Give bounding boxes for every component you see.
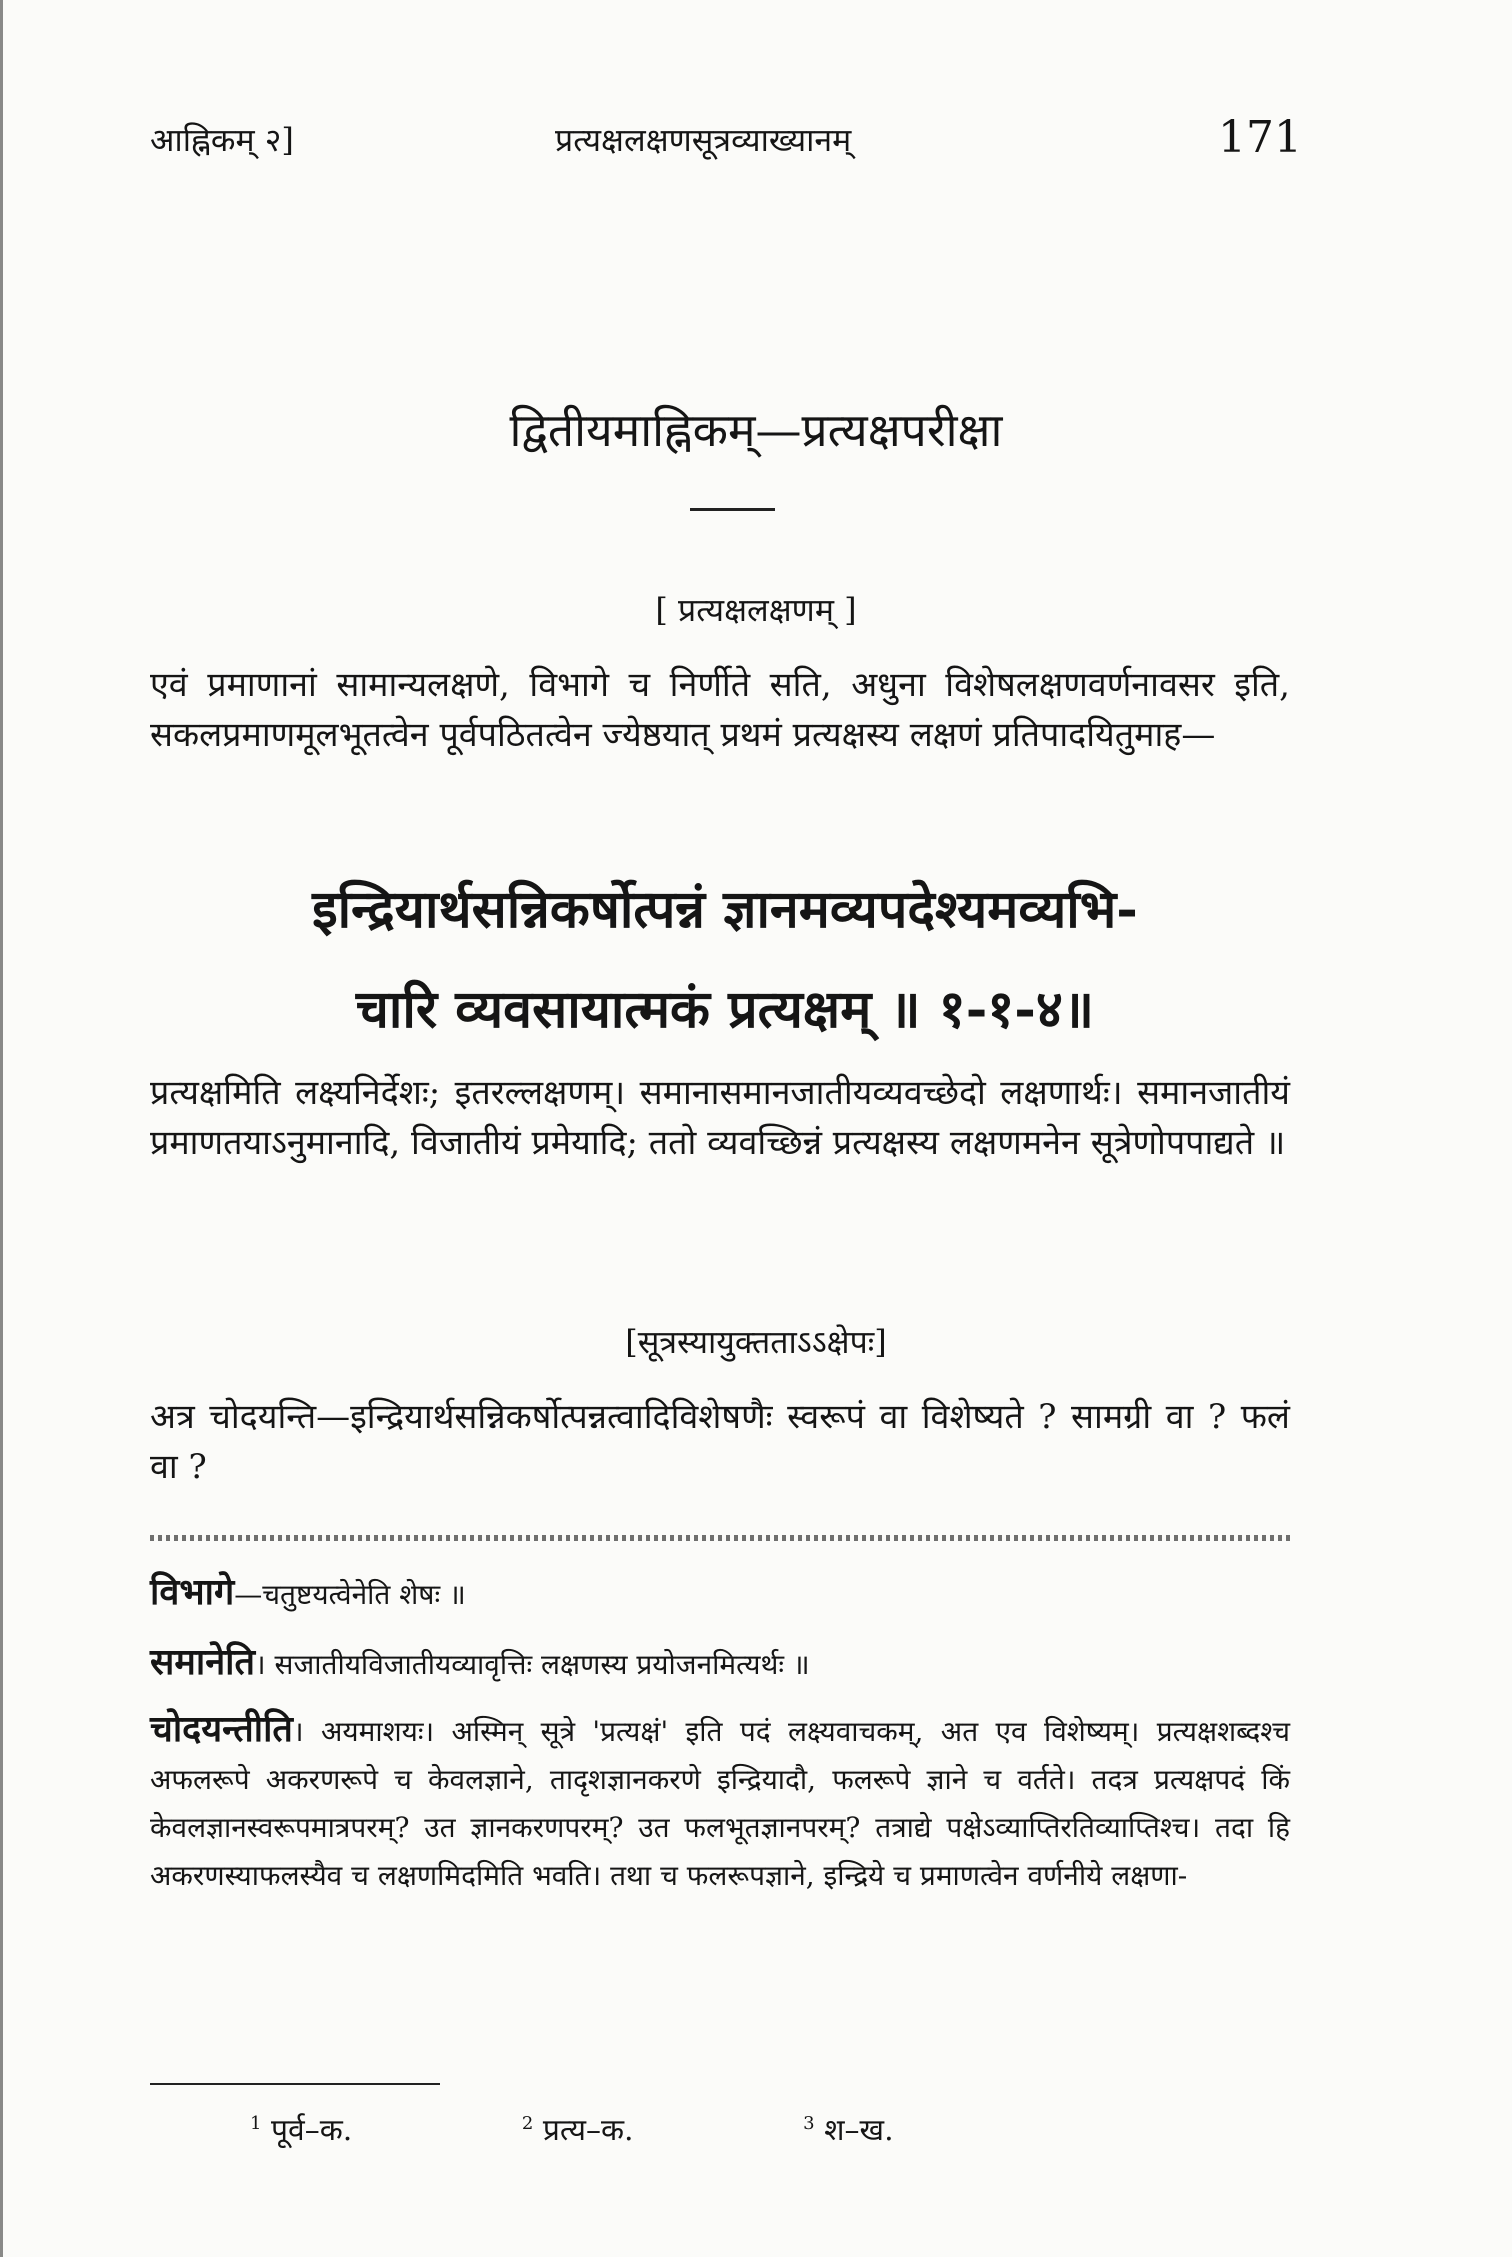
footnote-rule: [150, 2083, 440, 2085]
footnote-2-mark: 2: [521, 2113, 534, 2134]
sutra-line-2: चारि व्यवसायात्मकं प्रत्यक्षम् ॥ १-१-४॥: [355, 979, 1095, 1040]
footnote-1: [250, 2113, 432, 2148]
scan-edge: [0, 0, 3, 2257]
note-2-text: । सजातीयविजातीयव्यावृत्तिः लक्षणस्य प्रयोजनमित्यर्थः ॥: [255, 1648, 810, 1681]
footnote-2-text: प्रत्य–क.: [542, 2113, 634, 2148]
running-header-center: प्रत्यक्षलक्षणसूत्रव्याख्यानम्: [555, 121, 852, 159]
running-header-left: आह्निकम् २]: [150, 121, 294, 159]
intro-paragraph: एवं प्रमाणानां सामान्यलक्षणे, विभागे च निर्णीते सति, अधुना विशेषलक्षणवर्णनावसर इति, सकलप्रमाणमूलभूतत्वेन पूर्वपठितत्वेन ज्येष्ठयात् प्रथमं प्रत्यक्षस्य लक्षणं प्रतिपादयितुमाह—: [150, 665, 1290, 755]
footnote-1-mark: 1: [250, 2113, 262, 2134]
note-1-text: —चतुष्टयत्वेनेति शेषः ॥: [234, 1578, 466, 1611]
title-rule: [690, 508, 775, 511]
footnotes: [250, 2108, 1054, 2149]
note-3-lead: चोदयन्तीति: [150, 1708, 293, 1750]
footnote-3-mark: 3: [803, 2113, 815, 2134]
note-1-lead: विभागे: [150, 1571, 235, 1613]
footnote-1-text: पूर्व–क.: [271, 2113, 353, 2148]
sutra-line-1: इन्द्रियार्थसन्निकर्षोत्पन्नं ज्ञानमव्यपदेश्यमव्यभि-: [312, 879, 1138, 940]
footnote-3-text: श–ख.: [824, 2113, 894, 2148]
section-heading-2: [सूत्रस्यायुक्तताऽऽक्षेपः]: [625, 1323, 887, 1361]
note-2-lead: समानेति: [150, 1641, 256, 1683]
note-3: [150, 1705, 1290, 1900]
chapter-title: द्वितीयमाह्निकम्—प्रत्यक्षपरीक्षा: [509, 403, 1003, 457]
page-number: 171: [1218, 112, 1302, 163]
separator-line: [150, 1535, 1290, 1541]
commentary-paragraph: प्रत्यक्षमिति लक्ष्यनिर्देशः; इतरल्लक्षणम्। समानासमानजातीयव्यवच्छेदो लक्षणार्थः। समानजातीयं प्रमाणतयाऽनुमानादि, विजातीयं प्रमेयादि; ततो व्यवच्छिन्नं प्रत्यक्षस्य लक्षणमनेन सूत्रेणोपपाद्यते ॥: [150, 1073, 1290, 1163]
note-3-text: । अयमाशयः। अस्मिन् सूत्रे 'प्रत्यक्षं' इति पदं लक्ष्यवाचकम्, अत एव विशेष्यम्। प्रत्यक्षशब्दश्च अफलरूपे अकरणरूपे च केवलज्ञाने, तादृशज्ञानकरणे इन्द्रियादौ, फलरूपे ज्ञाने च वर्तते। तदत्र प्रत्यक्षपदं किं केवलज्ञानस्वरूपमात्रपरम्? उत ज्ञानकरणपरम्? उत फलभूतज्ञानपरम्? तत्राद्ये पक्षेऽव्याप्तिरतिव्याप्तिश्च। तदा हि अकरणस्याफलस्यैव च लक्षणमिदमिति भवति। तथा च फलरूपज्ञाने, इन्द्रिये च प्रमाणत्वेन वर्णनीये लक्षणा-: [150, 1715, 1290, 1892]
note-1: [150, 1568, 1290, 1619]
footnote-2: [522, 2113, 714, 2148]
note-2: [150, 1638, 1290, 1689]
objection-paragraph: अत्र चोदयन्ति—इन्द्रियार्थसन्निकर्षोत्पन्नत्वादिविशेषणैः स्वरूपं वा विशेष्यते ? सामग्री वा ? फलं वा ?: [150, 1397, 1290, 1487]
section-heading-1: [ प्रत्यक्षलक्षणम् ]: [655, 591, 857, 629]
footnote-3: [803, 2113, 973, 2148]
